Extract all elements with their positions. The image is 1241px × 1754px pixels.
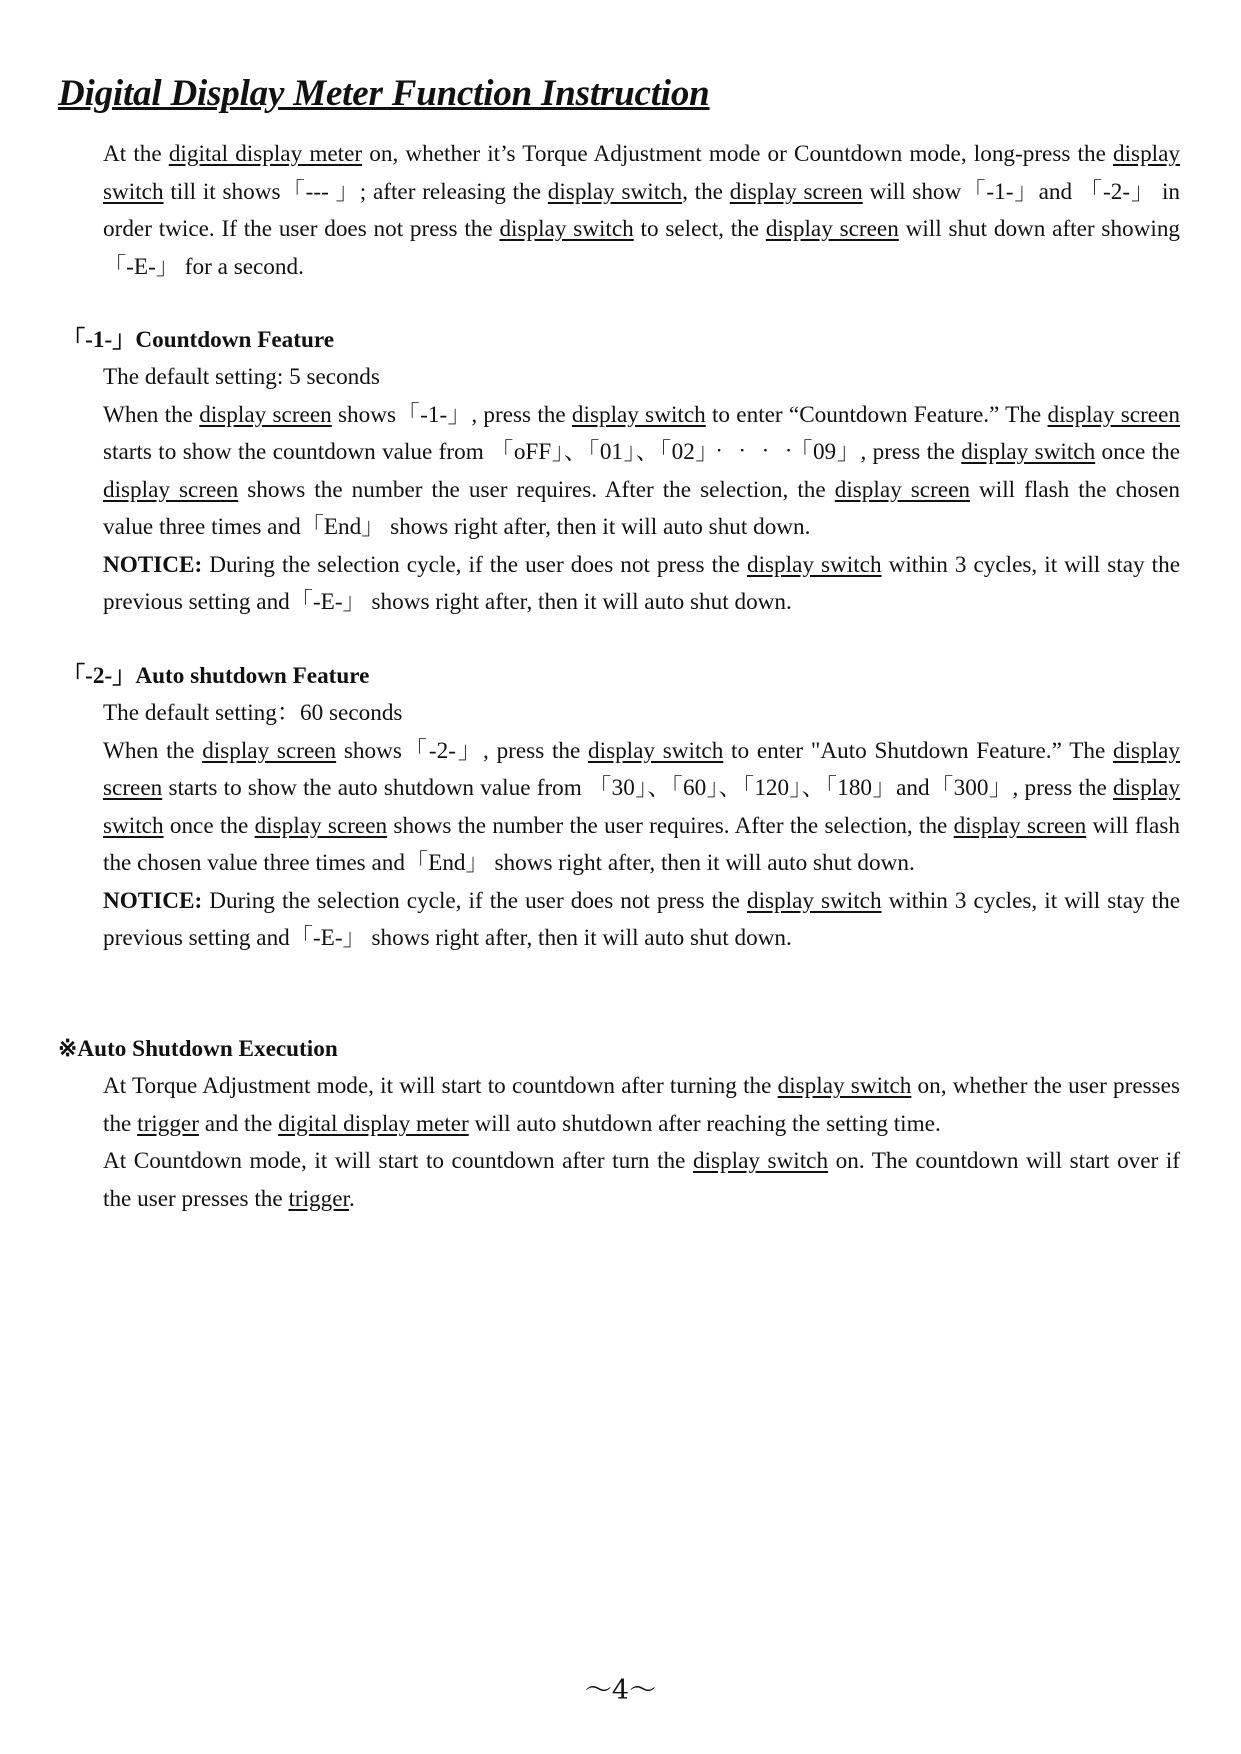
underlined-term: display screen [953,812,1087,839]
text-run: to select, the [633,216,766,242]
countdown-section-body [103,359,1180,622]
underlined-term: display screen [834,476,970,503]
execution-torque-mode [103,1068,1180,1143]
text-run: The default setting: 5 seconds [103,364,380,390]
text-run: on, whether the user presses the [103,1073,1180,1137]
page-number: ～4～ [584,1675,657,1706]
text-run: within 3 cycles, it will stay the previous setting and「-E-」 shows right after, then it will auto shut down. [103,887,1180,951]
underlined-term: display screen [729,178,863,205]
underlined-term: display screen [254,812,388,839]
underlined-term: display switch [499,216,634,242]
text-run: on. The countdown will start over if the user presses the [103,1148,1181,1212]
page-title: Digital Display Meter Function Instruction [58,73,710,114]
underlined-term: display switch [571,401,706,428]
text-run: shows「-1-」, press the [331,401,572,428]
underlined-term: display screen [1047,401,1180,428]
section-heading-countdown: 「-1-」Countdown Feature [62,327,335,353]
underlined-term: display screen [765,216,899,242]
auto-shutdown-notice [103,883,1180,958]
text-run: once the [163,812,255,839]
text-run: will auto shutdown after reaching the setting time. [468,1110,941,1137]
text-run: At the [103,141,169,167]
text-run: to enter “Countdown Feature.” The [705,401,1048,428]
text-run: When the [103,401,200,428]
auto-shutdown-section-body [103,695,1180,958]
underlined-term: display switch [588,737,724,764]
text-run: starts to show the countdown value from 「oFF」、「01」、「02」‧‧‧‧「09」, press the [103,439,962,465]
text-run: will flash the chosen value three times and「End」 shows right after, then it will auto shut down. [103,476,1180,540]
underlined-term: digital display meter [278,1110,469,1137]
text-run: once the [1095,439,1180,465]
countdown-notice [103,547,1180,622]
underlined-term: digital display meter [168,141,363,167]
text-run: During the selection cycle, if the user does not press the [202,887,747,914]
text-run: starts to show the auto shutdown value from 「30」、「60」、「120」、「180」and「300」, press the [162,775,1114,801]
text-run: . [348,1185,355,1212]
notice-label: NOTICE: [103,887,203,914]
underlined-term: display switch [692,1148,829,1174]
underlined-term: trigger [137,1110,199,1137]
text-run: to enter "Auto Shutdown Feature.” The [723,737,1113,764]
text-run: shows the number the user requires. After the selection, the [238,476,835,503]
text-run: on, whether it’s Torque Adjustment mode or Countdown mode, long-press the [362,141,1114,167]
text-run: shows「-2-」, press the [336,737,589,764]
text-run: within 3 cycles, it will stay the previous setting and「-E-」 shows right after, then it will auto shut down. [103,551,1180,615]
auto-shutdown-description [103,733,1180,883]
underlined-term: display switch [746,887,882,914]
underlined-term: display screen [199,401,332,428]
underlined-term: display switch [777,1073,912,1099]
underlined-term: display screen [103,737,1180,801]
section-heading-auto-shutdown-execution: ※Auto Shutdown Execution [58,1036,338,1062]
underlined-term: display switch [547,178,683,205]
text-run: The default setting：60 seconds [103,700,403,726]
auto-shutdown-default-setting [103,695,1180,733]
text-run: shows the number the user requires. After the selection, the [387,812,954,839]
text-run: , the [682,178,730,205]
intro-paragraph [103,136,1180,286]
underlined-term: trigger [288,1185,349,1212]
underlined-term: display switch [961,439,1096,465]
text-run: At Torque Adjustment mode, it will start to countdown after turning the [103,1073,778,1099]
text-run: At Countdown mode, it will start to countdown after turn the [103,1148,693,1174]
text-run: will flash the chosen value three times and「End」 shows right after, then it will auto shut down. [103,812,1180,876]
text-run: till it shows「--- 」; after releasing the [163,178,548,205]
underlined-term: display switch [103,141,1180,205]
notice-label: NOTICE: [103,551,203,578]
underlined-term: display switch [746,551,882,578]
underlined-term: display switch [103,775,1180,839]
section-heading-auto-shutdown: 「-2-」Auto shutdown Feature [62,663,370,689]
text-run: and the [198,1110,279,1137]
execution-countdown-mode [103,1143,1180,1218]
text-run: During the selection cycle, if the user does not press the [202,551,747,578]
countdown-description [103,397,1180,547]
countdown-default-setting [103,359,1180,397]
underlined-term: display screen [202,737,337,764]
text-run: will shut down after showing「-E-」 for a second. [103,216,1181,280]
execution-section-body [103,1068,1180,1218]
text-run: will show「-1-」and 「-2-」 in order twice. If the user does not press the [103,178,1180,242]
text-run: When the [103,737,203,764]
underlined-term: display screen [103,476,239,503]
